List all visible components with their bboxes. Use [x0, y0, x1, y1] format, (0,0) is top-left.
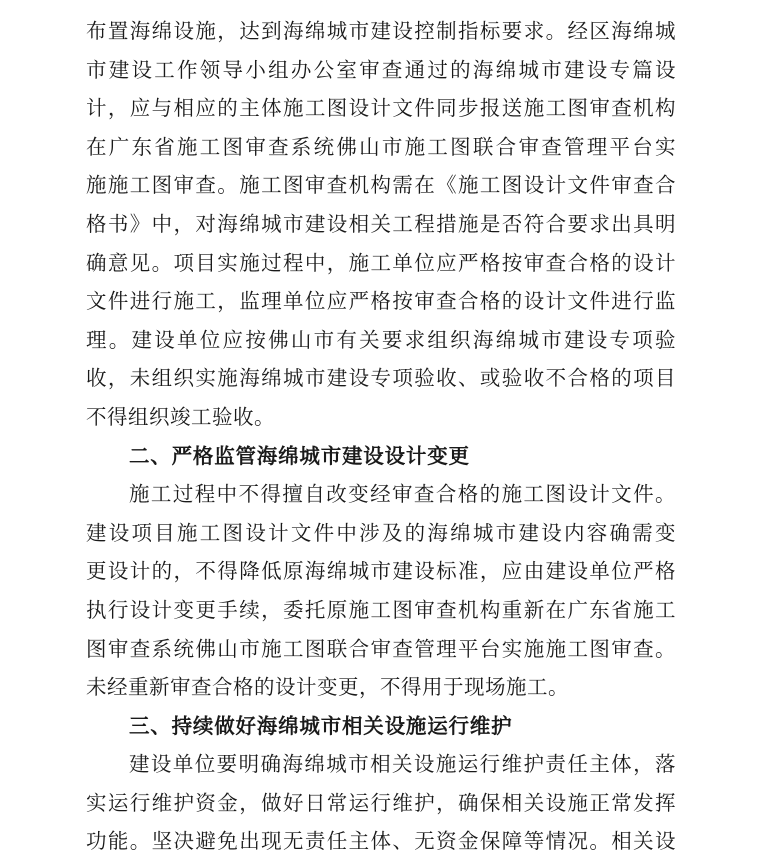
body-text-line: 建设项目施工图设计文件中涉及的海绵城市建设内容确需变	[86, 520, 676, 545]
body-text-line: 在广东省施工图审查系统佛山市施工图联合审查管理平台实	[86, 134, 676, 159]
body-text-line: 建设单位要明确海绵城市相关设施运行维护责任主体，落	[129, 752, 676, 777]
section-heading-3: 三、持续做好海绵城市相关设施运行维护	[129, 713, 513, 738]
body-text-line: 未经重新审查合格的设计变更，不得用于现场施工。	[86, 675, 569, 700]
body-text-line: 计，应与相应的主体施工图设计文件同步报送施工图审查机构	[86, 96, 676, 121]
body-text-line: 功能。坚决避免出现无责任主体、无资金保障等情况。相关设	[86, 829, 676, 854]
section-heading-2: 二、严格监管海绵城市建设设计变更	[129, 443, 470, 468]
body-text-line: 布置海绵设施，达到海绵城市建设控制指标要求。经区海绵城	[86, 19, 676, 43]
body-text-line: 施施工图审查。施工图审查机构需在《施工图设计文件审查合	[86, 173, 676, 198]
body-text-line: 实运行维护资金，做好日常运行维护，确保相关设施正常发挥	[86, 790, 676, 815]
body-text-line: 市建设工作领导小组办公室审查通过的海绵城市建设专篇设	[86, 57, 676, 82]
body-text-line: 文件进行施工，监理单位应严格按审查合格的设计文件进行监	[86, 289, 676, 314]
body-text-line: 图审查系统佛山市施工图联合审查管理平台实施施工图审查。	[86, 636, 676, 661]
body-text-line: 更设计的，不得降低原海绵城市建设标准，应由建设单位严格	[86, 559, 676, 584]
body-text-line: 执行设计变更手续，委托原施工图审查机构重新在广东省施工	[86, 597, 676, 622]
body-text-line: 不得组织竣工验收。	[86, 404, 275, 429]
body-text-line: 确意见。项目实施过程中，施工单位应严格按审查合格的设计	[86, 250, 676, 275]
body-text-line: 施工过程中不得擅自改变经审查合格的施工图设计文件。	[129, 482, 676, 507]
body-text-line: 收，未组织实施海绵城市建设专项验收、或验收不合格的项目	[86, 366, 676, 391]
document-page	[86, 12, 676, 861]
body-text-line: 格书》中，对海绵城市建设相关工程措施是否符合要求出具明	[86, 211, 676, 236]
body-text-line: 理。建设单位应按佛山市有关要求组织海绵城市建设专项验	[86, 327, 676, 352]
